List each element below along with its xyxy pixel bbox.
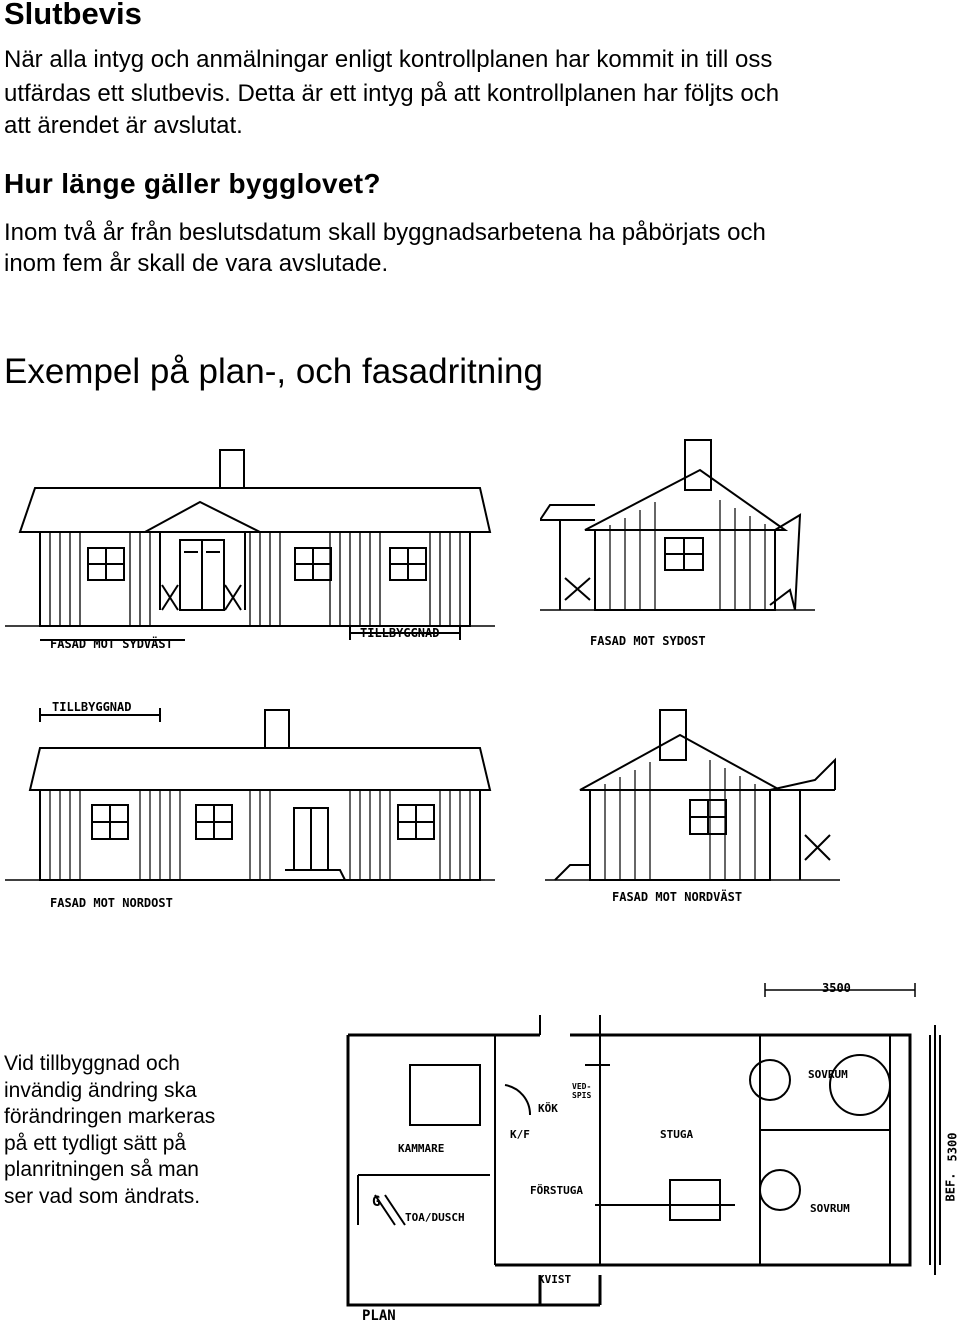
plan-label: PLAN bbox=[362, 1308, 396, 1324]
note-line-4: på ett tydligt sätt på bbox=[4, 1131, 187, 1155]
facade-nw-label: FASAD MOT NORDVÄST bbox=[612, 890, 743, 904]
room-kvist: KVIST bbox=[538, 1273, 572, 1286]
room-vedspis: VED-SPIS bbox=[572, 1082, 592, 1100]
extension-label-top: TILLBYGGNAD bbox=[360, 626, 440, 640]
facade-northwest-drawing bbox=[540, 700, 960, 900]
intro-line-1: När alla intyg och anmälningar enligt kontrollplanen har kommit in till oss bbox=[4, 46, 773, 73]
dim-prefix: BEF. bbox=[943, 1172, 958, 1202]
facade-ne-label: FASAD MOT NORDOST bbox=[50, 896, 173, 910]
note-line-1: Vid tillbyggnad och bbox=[4, 1052, 180, 1075]
dim-depth: 5300 bbox=[945, 1132, 960, 1162]
note-line-3: förändringen markeras bbox=[4, 1105, 216, 1128]
validity-heading: Hur länge gäller bygglovet? bbox=[4, 168, 381, 199]
validity-line-2: inom fem år skall de vara avslutade. bbox=[4, 250, 389, 277]
room-toa-dusch: TOA/DUSCH bbox=[405, 1211, 465, 1224]
facade-southeast-drawing bbox=[540, 430, 960, 630]
extension-label-bottom: TILLBYGGNAD bbox=[52, 700, 132, 714]
facade-northeast-drawing bbox=[0, 700, 500, 900]
facade-se-label: FASAD MOT SYDOST bbox=[590, 634, 706, 648]
room-sovrum-1: SOVRUM bbox=[808, 1068, 848, 1081]
intro-line-2: utfärdas ett slutbevis. Detta är ett intyg på att kontrollplanen har följts och bbox=[4, 80, 780, 107]
room-forstuga: FÖRSTUGA bbox=[530, 1184, 583, 1197]
facade-sw-label: FASAD MOT SYDVÄST bbox=[50, 637, 173, 651]
room-kok: KÖK bbox=[538, 1102, 558, 1115]
room-stuga: STUGA bbox=[660, 1128, 694, 1141]
room-kf: K/F bbox=[510, 1128, 530, 1141]
intro-line-3: att ärendet är avslutat. bbox=[4, 112, 243, 139]
example-heading: Exempel på plan-, och fasadritning bbox=[4, 352, 543, 391]
dim-width: 3500 bbox=[822, 981, 851, 995]
page-title: Slutbevis bbox=[4, 0, 142, 31]
note-line-6: ser vad som ändrats. bbox=[4, 1184, 201, 1208]
validity-line-1: Inom två år från beslutsdatum skall byggnadsarbetena ha påbörjats och bbox=[4, 219, 766, 246]
note-line-2: invändig ändring ska bbox=[4, 1078, 197, 1102]
room-kammare: KAMMARE bbox=[398, 1142, 445, 1155]
note-line-5: planritningen så man bbox=[4, 1158, 199, 1181]
room-sovrum-2: SOVRUM bbox=[810, 1202, 850, 1215]
room-g: G bbox=[372, 1194, 381, 1210]
change-note bbox=[4, 1051, 244, 1210]
